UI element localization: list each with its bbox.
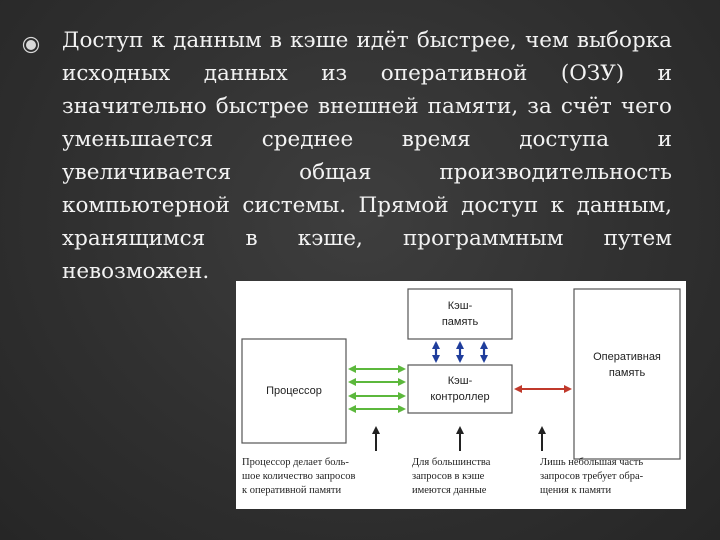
cache-memory-label-2: память <box>441 316 479 328</box>
svg-text:Для большинства: Для большинства <box>412 457 491 468</box>
svg-text:имеются данные: имеются данные <box>412 485 487 496</box>
svg-text:запросов в кэше: запросов в кэше <box>412 471 485 482</box>
svg-text:Лишь небольшая часть: Лишь небольшая часть <box>540 457 644 468</box>
processor-box <box>242 339 346 443</box>
ram-box <box>574 289 680 459</box>
cache-memory-box <box>408 289 512 339</box>
blue-arrows <box>436 343 484 361</box>
processor-label: Процессор <box>266 385 322 397</box>
svg-text:к оперативной памяти: к оперативной памяти <box>242 485 342 496</box>
note-processor <box>242 457 355 496</box>
pointer-arrows <box>376 428 542 451</box>
cache-controller-box <box>408 365 512 413</box>
note-cache <box>412 457 491 496</box>
cache-diagram <box>236 281 686 509</box>
svg-text:Процессор делает боль-: Процессор делает боль- <box>242 457 349 468</box>
cache-controller-label-1: Кэш- <box>447 375 473 387</box>
cache-memory-label-1: Кэш- <box>447 300 473 312</box>
green-arrows <box>350 369 404 409</box>
ram-label-1: Оперативная <box>593 351 661 363</box>
bullet-icon <box>22 36 40 54</box>
svg-text:запросов требует обра-: запросов требует обра- <box>540 471 644 482</box>
diagram-canvas <box>236 281 686 509</box>
svg-text:шое количество запросов: шое количество запросов <box>242 471 356 482</box>
cache-controller-label-2: контроллер <box>430 391 490 403</box>
svg-text:щения к памяти: щения к памяти <box>540 485 612 496</box>
note-memory <box>540 457 644 496</box>
slide-paragraph: Доступ к данным в кэше идёт быстрее, чем выборка исходных данных из оперативной (ОЗУ) и значительно быстрее внешней памяти, за счёт чего уменьшается среднее время доступа и увеличивается общая производительность компьютерной системы. Прямой доступ к данным, хранящимся в кэше, программным путем невозможен. <box>62 28 672 284</box>
ram-label-2: память <box>608 367 646 379</box>
